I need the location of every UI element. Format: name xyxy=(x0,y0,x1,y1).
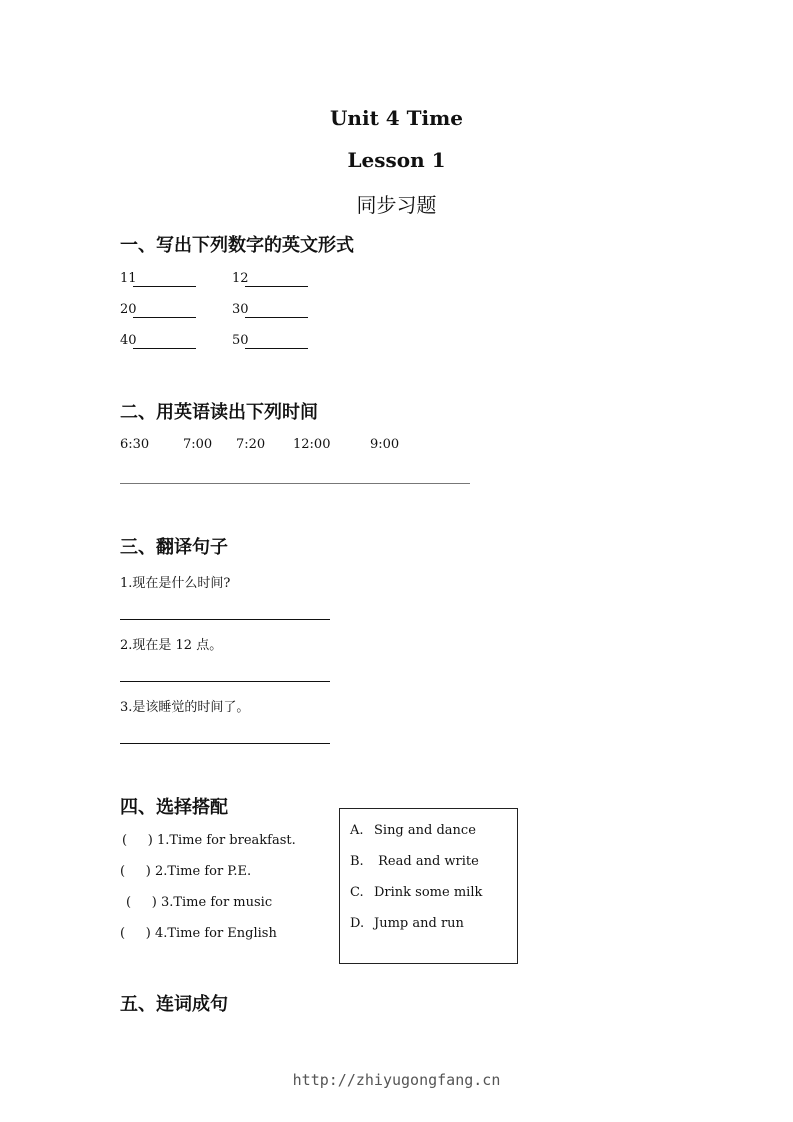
option-letter: C. xyxy=(350,885,364,900)
section2-heading: 二、用英语读出下列时间 xyxy=(120,402,318,423)
option-b xyxy=(350,854,479,869)
footer-url[interactable]: http://zhiyugongfang.cn xyxy=(292,1071,501,1089)
answer-line[interactable] xyxy=(120,681,330,682)
option-a xyxy=(350,823,476,838)
answer-blank[interactable] xyxy=(245,348,308,349)
answer-line[interactable] xyxy=(120,743,330,744)
number-label: 11 xyxy=(120,271,137,286)
number-label: 12 xyxy=(232,271,249,286)
section1-heading: 一、写出下列数字的英文形式 xyxy=(120,235,354,256)
number-label: 20 xyxy=(120,302,137,317)
answer-blank[interactable] xyxy=(245,286,308,287)
sentence-prompt: 2.现在是 12 点。 xyxy=(120,638,223,653)
option-c xyxy=(350,885,482,900)
time-label: 7:00 xyxy=(183,437,213,452)
unit-title: Unit 4 Time xyxy=(329,106,464,130)
option-text: Drink some milk xyxy=(374,885,483,900)
sentence-prompt: 1.现在是什么时间? xyxy=(120,576,231,591)
option-letter: B. xyxy=(350,854,364,869)
subtitle: 同步习题 xyxy=(356,193,437,217)
section4-heading: 四、选择搭配 xyxy=(120,797,228,818)
answer-blank[interactable] xyxy=(133,348,196,349)
section3-heading: 三、翻译句子 xyxy=(120,537,228,558)
time-label: 7:20 xyxy=(236,437,266,452)
number-label: 50 xyxy=(232,333,249,348)
match-item: ( ) 2.Time for P.E. xyxy=(120,864,252,879)
sentence-prompt: 3.是该睡觉的时间了。 xyxy=(120,700,250,715)
option-d xyxy=(350,916,464,931)
match-item: ( ) 4.Time for English xyxy=(120,926,277,941)
option-text: Read and write xyxy=(374,854,479,869)
section5-heading: 五、连词成句 xyxy=(120,994,228,1015)
option-letter: A. xyxy=(350,823,364,838)
option-text: Jump and run xyxy=(374,916,464,931)
time-label: 9:00 xyxy=(370,437,400,452)
time-label: 12:00 xyxy=(293,437,331,452)
lesson-title: Lesson 1 xyxy=(347,148,446,172)
number-label: 40 xyxy=(120,333,137,348)
answer-blank[interactable] xyxy=(245,317,308,318)
answer-blank[interactable] xyxy=(133,286,196,287)
answer-blank[interactable] xyxy=(133,317,196,318)
match-item: ( ) 3.Time for music xyxy=(126,895,273,910)
option-text: Sing and dance xyxy=(374,823,476,838)
number-label: 30 xyxy=(232,302,249,317)
time-label: 6:30 xyxy=(120,437,150,452)
answer-line[interactable] xyxy=(120,483,470,484)
match-item: ( ) 1.Time for breakfast. xyxy=(122,833,296,848)
option-letter: D. xyxy=(350,916,365,931)
answer-line[interactable] xyxy=(120,619,330,620)
